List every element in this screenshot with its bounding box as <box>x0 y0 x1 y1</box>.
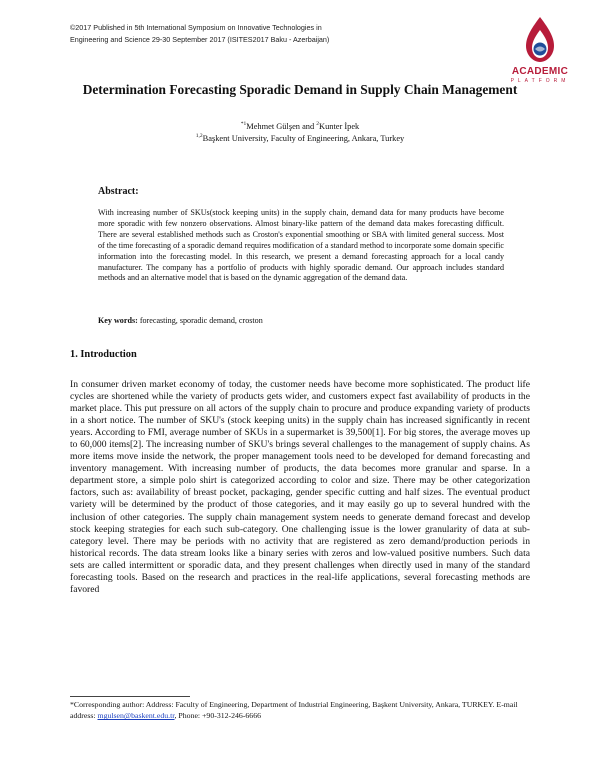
affiliation-mark: 1,2 <box>195 133 203 140</box>
academic-platform-emblem-icon <box>508 14 572 66</box>
keywords-label: Key words: <box>98 316 138 325</box>
introduction-text: In consumer driven market economy of today, the customer needs have become more sophisticated. The product life cycles are shortened while the variety of products gets wider, and customers expect fast availability of products in the market place. This put pressure on all actors of the supply chain to procure and produce expanding variety of products in a short notice. The number of SKU's (stock keeping units) in the supply chain has increased significantly in recent years. According to FMI, average number of SKUs in a supermarket is 39,500[1]. For big stores, the average moves up to 60,000 items[2]. The increasing number of SKU's brings several challenges to the management of supply chains. As more items move inside the network, the proper management tools need to be developed for demand forecasting and inventory management. With increasing number of products, the data becomes more granular and sparse. In a department store, a simple polo shirt is categorized according to color and size. There may be other categorization factors, such as: availability of breast pocket, packaging, gender specific cutting and half sizes. The eventual product variety will be determined by the product of those categories, and it may easily go up to several hundred with the inclusion of other categories. The supply chain management system needs to generate demand forecast and develop stock keeping strategies for each such sub-category. One challenging issue is the lower granularity of data at sub-category level. There may be periods with no activity that are registered as zero demand/production periods in historical records. The data stream looks like a binary series with zeros and low-valued positive numbers. Such data sets are called intermittent or sporadic data, and they present challenges when directly used in many of the standard forecasting tools. Based on the research and practices in the real-life applications, several forecasting methods are favored <box>70 379 530 595</box>
footnote-lead: *Corresponding author: Address: Faculty of Engineering, Department of Industrial Engineering, Başkent University, Ankara, TURKEY. E-mail address: <box>70 700 518 721</box>
publication-note-line-2: Engineering and Science 29-30 September 2017 (ISITES2017 Baku - Azerbaijan) <box>70 35 330 44</box>
email-link[interactable]: mgulsen@baskent.edu.tr <box>97 711 175 721</box>
section-heading-introduction: 1. Introduction <box>70 349 137 360</box>
affiliation-line <box>100 133 500 145</box>
abstract-heading: Abstract: <box>98 186 139 197</box>
corresponding-author-footnote <box>70 699 530 722</box>
author-2-name: Kunter İpek <box>319 122 360 131</box>
logo-subtitle: PLATFORM <box>510 78 570 84</box>
footnote-divider <box>70 696 190 697</box>
publication-note-line-1: ©2017 Published in 5th International Symposium on Innovative Technologies in <box>70 23 322 32</box>
abstract-text: With increasing number of SKUs(stock keeping units) in the supply chain, demand data for many products have become more sporadic with few nonzero observations. Almost binary-like pattern of the demand data makes forecasting difficult. There are several established methods such as Croston's exponential smoothing or SBA with limited general success. Most of the time forecasting of a sporadic demand requires modification of a standard method to incorporate some domain specific information into the forecasting model. In this research, we present a demand forecasting approach for a local candy manufacturer. The company has a portfolio of products with highly sporadic demand. Our approach includes standard methods and an alternative model that is based on the dynamic aggregation of the demand data. <box>98 208 504 283</box>
footnote-tail: , Phone: +90-312-246-6666 <box>174 711 262 721</box>
keywords-text: forecasting, sporadic demand, croston <box>137 316 263 325</box>
author-1-mark: *1 <box>240 121 247 128</box>
keywords-line <box>98 316 263 325</box>
author-2-mark: 2 <box>316 121 320 128</box>
author-1-name: Mehmet Gülşen and <box>246 122 317 131</box>
paper-title: Determination Forecasting Sporadic Demand in Supply Chain Management <box>82 82 518 97</box>
publication-note <box>70 22 430 46</box>
affiliation-text: Başkent University, Faculty of Engineering, Ankara, Turkey <box>202 134 405 143</box>
logo-wordmark: ACADEMIC <box>511 66 569 77</box>
author-line <box>100 121 500 133</box>
